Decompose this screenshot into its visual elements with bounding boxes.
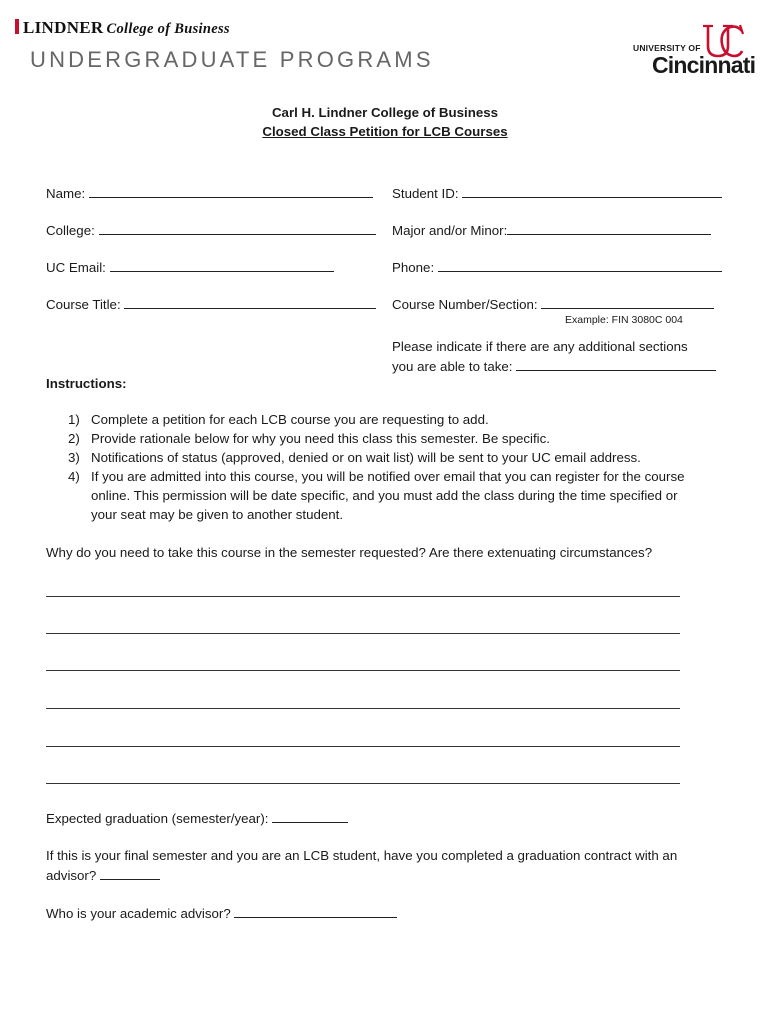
instruction-text: Complete a petition for each LCB course you are requesting to add.	[91, 412, 489, 427]
brand-name: LINDNER	[23, 18, 104, 37]
student-id-input[interactable]	[462, 183, 722, 198]
form-title-line1: Carl H. Lindner College of Business	[271, 105, 499, 120]
uc-name: Cincinnati	[652, 52, 756, 78]
additional-sections-label: you are able to take:	[392, 359, 513, 374]
instruction-num: 4)	[68, 469, 80, 484]
major-minor-field	[392, 220, 711, 240]
expected-graduation-field	[46, 808, 348, 828]
student-id-label: Student ID:	[392, 186, 459, 201]
uc-email-input[interactable]	[110, 257, 334, 272]
answer-line[interactable]	[46, 596, 680, 597]
why-question: Why do you need to take this course in the semester requested? Are there extenuating circumstances?	[46, 545, 653, 560]
course-number-field	[392, 294, 714, 314]
name-input[interactable]	[89, 183, 373, 198]
advisor-label: Who is your academic advisor?	[46, 906, 231, 921]
program-heading: UNDERGRADUATE PROGRAMS	[30, 47, 434, 72]
instruction-text: If you are admitted into this course, you will be notified over email that you can register for the course	[91, 469, 685, 484]
form-title-line2: Closed Class Petition for LCB Courses	[262, 124, 508, 139]
phone-field	[392, 257, 722, 277]
major-minor-input[interactable]	[507, 220, 711, 235]
additional-sections-field	[392, 356, 716, 376]
logo-bar-mark	[15, 19, 19, 34]
instruction-text-cont: your seat may be given to another student.	[91, 507, 344, 522]
lindner-logo	[15, 18, 230, 38]
additional-sections-line1: Please indicate if there are any additional sections	[392, 339, 688, 354]
instruction-text: Provide rationale below for why you need this class this semester. Be specific.	[91, 431, 550, 446]
instruction-text: Notifications of status (approved, denied or on wait list) will be sent to your UC email address.	[91, 450, 641, 465]
additional-sections-input[interactable]	[516, 356, 716, 371]
instruction-num: 1)	[68, 412, 80, 427]
college-input[interactable]	[99, 220, 376, 235]
phone-input[interactable]	[438, 257, 722, 272]
final-semester-input[interactable]	[100, 865, 160, 880]
major-minor-label: Major and/or Minor:	[392, 223, 508, 238]
course-number-label: Course Number/Section:	[392, 297, 538, 312]
name-field	[46, 183, 373, 203]
student-id-field	[392, 183, 722, 203]
brand-college: College of Business	[106, 21, 230, 37]
final-semester-field	[46, 865, 160, 885]
answer-line[interactable]	[46, 633, 680, 634]
uc-email-label: UC Email:	[46, 260, 106, 275]
phone-label: Phone:	[392, 260, 435, 275]
course-title-label: Course Title:	[46, 297, 121, 312]
course-title-input[interactable]	[124, 294, 376, 309]
final-semester-label: advisor?	[46, 868, 97, 883]
instruction-text-cont: online. This permission will be date specific, and you must add the class during the time specified or	[91, 488, 678, 503]
college-field	[46, 220, 376, 240]
answer-line[interactable]	[46, 708, 680, 709]
name-label: Name:	[46, 186, 86, 201]
course-title-field	[46, 294, 376, 314]
expected-graduation-input[interactable]	[272, 808, 348, 823]
uc-prefix: UNIVERSITY OF	[633, 43, 701, 53]
course-number-input[interactable]	[541, 294, 714, 309]
course-example: Example: FIN 3080C 004	[565, 314, 683, 326]
answer-line[interactable]	[46, 746, 680, 747]
instruction-num: 2)	[68, 431, 80, 446]
advisor-input[interactable]	[234, 903, 397, 918]
instruction-num: 3)	[68, 450, 80, 465]
instructions-heading: Instructions:	[46, 376, 127, 391]
answer-line[interactable]	[46, 783, 680, 784]
final-semester-line1: If this is your final semester and you are an LCB student, have you completed a graduation contract with an	[46, 848, 678, 863]
college-label: College:	[46, 223, 95, 238]
expected-graduation-label: Expected graduation (semester/year):	[46, 811, 269, 826]
uc-email-field	[46, 257, 334, 277]
answer-line[interactable]	[46, 670, 680, 671]
advisor-field	[46, 903, 397, 923]
